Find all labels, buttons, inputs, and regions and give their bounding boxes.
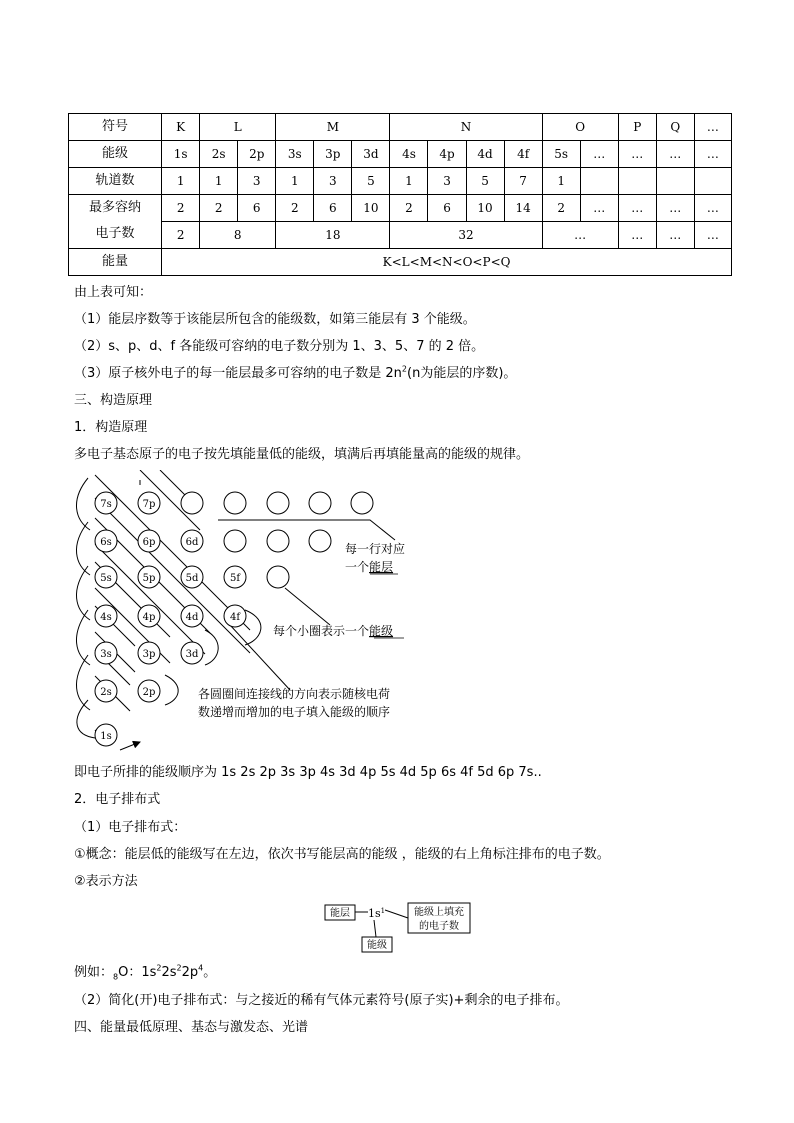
section-4-heading: 四、能量最低原理、基态与激发态、光谱 [74,1020,309,1035]
conclusion-3-post: (n为能层的序数)。 [407,366,517,381]
orbital-label: 7s [100,499,112,510]
row-symbol [69,114,732,141]
header-orbital: 轨道数 [69,168,162,195]
filling-order: 即电子所排的能级顺序为 1s 2s 2p 3s 3p 4s 3d 4p 5s 4d 5p 6s 4f 5d 6p 7s.. [74,765,542,780]
note-row-line2-pre: 一个 [345,560,370,574]
orbital-circle [224,530,246,552]
cell-capacity-shell: … [656,222,694,249]
orbital-label: 5p [142,573,156,584]
concept-text: ①概念：能层低的能级写在左边，依次书写能层高的能级 ，能级的右上角标注排布的电子数。 [74,847,610,862]
cell-level: 4p [428,141,466,168]
cell-shell-k: K [162,114,200,141]
notation-center-sup: 1 [380,907,386,915]
note-circle [273,623,393,638]
header-capacity [69,195,162,249]
cell-level: 4d [466,141,504,168]
connector-line [120,742,140,750]
cell-orbital: 3 [428,168,466,195]
cell-capacity-shell: 2 [162,222,200,249]
cell-capacity-shell: 8 [200,222,276,249]
subsection-2-heading: 2．电子排布式 [74,792,161,807]
row-energy [69,249,732,276]
conclusion-3-pre: （3）原子核外电子的每一能层最多可容纳的电子数是 2n [74,366,402,381]
cell-orbital: 5 [352,168,390,195]
cell-level: 4s [390,141,428,168]
cell-capacity-level: 2 [390,195,428,222]
orbital-label: 3p [142,649,156,660]
notation-diagram [0,895,794,955]
cell-capacity-shell: 18 [276,222,390,249]
orbital-label: 2p [142,687,156,698]
orbital-label: 2s [100,687,112,698]
orbital-label: 5s [100,573,112,584]
cell-capacity-level: 14 [504,195,542,222]
simplified-config: （2）简化(开)电子排布式：与之接近的稀有气体元素符号(原子实)+剩余的电子排布。 [74,993,569,1008]
conclusion-3-sup: 2 [401,364,408,374]
orbital-circle [267,566,289,588]
note-circle-underlined: 能级 [369,624,394,638]
cell-orbital: 5 [466,168,504,195]
cell-capacity-level: … [580,195,618,222]
orbital-label: 5f [229,573,241,584]
connector-line [76,522,90,575]
cell-level: 2s [200,141,238,168]
cell-capacity-level: … [656,195,694,222]
orbital-label: 7p [142,499,156,510]
orbital-circle [309,492,331,514]
note-row-line2 [345,559,393,574]
example-text [74,963,216,983]
cell-capacity-level: 2 [162,195,200,222]
example-pre: 例如： [74,965,114,980]
cell-shell-p: P [618,114,656,141]
cell-orbital: 1 [542,168,580,195]
orbital-circle [224,492,246,514]
cell-capacity-level: 2 [276,195,314,222]
cell-capacity-level: 10 [352,195,390,222]
cell-shell-m: M [276,114,390,141]
orbital-circle [267,530,289,552]
cell-capacity-level: … [694,195,731,222]
header-capacity-top: 最多容纳 [89,200,142,215]
cell-capacity-level: 2 [200,195,238,222]
aufbau-definition: 多电子基态原子的电子按先填能量低的能级，填满后再填能量高的能级的规律。 [74,447,530,462]
connector-line [77,700,95,738]
cell-orbital: 1 [200,168,238,195]
conclusion-3 [74,364,516,384]
note-row-line1: 每一行对应 [345,542,406,556]
pointer-line [385,910,408,918]
subsection-2-1-heading: （1）电子排布式： [74,820,187,835]
connector-line [165,675,178,705]
cell-shell-q: Q [656,114,694,141]
notation-center-text: 1s [368,907,381,920]
orbital-circle [309,530,331,552]
orbital-label: 5d [185,573,199,584]
cell-orbital: 3 [238,168,276,195]
cell-capacity-level: 2 [542,195,580,222]
aufbau-diagram [0,470,794,760]
cell-capacity-shell: … [618,222,656,249]
box-shell-text: 能层 [330,908,350,919]
cell-level: 3d [352,141,390,168]
example-2s: 2s [161,965,177,980]
orbital-circle [351,492,373,514]
cell-orbital: 3 [314,168,352,195]
orbital-circle [181,492,203,514]
header-symbol: 符号 [69,114,162,141]
orbital-label: 1s [100,731,112,742]
cell-orbital-empty [694,168,731,195]
cell-level: … [656,141,694,168]
row-level [69,141,732,168]
cell-orbital: 7 [504,168,542,195]
cell-orbital-empty [580,168,618,195]
cell-orbital: 1 [276,168,314,195]
section-3-heading: 三、构造原理 [74,393,153,408]
cell-capacity-level: 6 [314,195,352,222]
orbital-label: 4d [185,612,199,623]
cell-level: … [580,141,618,168]
row-capacity-shell [69,222,732,249]
cell-level: … [618,141,656,168]
note-row-line2-underlined: 能层 [369,560,394,574]
connector-line [205,630,218,665]
orbital-label: 6p [142,537,156,548]
box-electrons-text-2: 的电子数 [419,921,459,932]
header-capacity-bottom: 电子数 [95,226,135,241]
method-heading: ②表示方法 [74,874,138,889]
note-arrow-line1: 各圆圈间连接线的方向表示随核电荷 [198,687,391,701]
example-2p: 2p [181,965,199,980]
orbital-label: 3s [100,649,112,660]
orbital-label: 3d [185,649,199,660]
cell-orbital: 1 [162,168,200,195]
cell-shell-l: L [200,114,276,141]
cell-capacity-level: … [618,195,656,222]
orbital-circle [267,492,289,514]
orbital-label: 6s [100,537,112,548]
cell-energy-order: K<L<M<N<O<P<Q [162,249,732,276]
conclusion-intro: 由上表可知： [74,285,153,300]
cell-capacity-shell: … [542,222,618,249]
cell-level: 3p [314,141,352,168]
cell-level: 3s [276,141,314,168]
cell-level: 2p [238,141,276,168]
orbital-label: 4f [229,612,241,623]
cell-orbital-empty [656,168,694,195]
cell-level: 4f [504,141,542,168]
box-electrons-text-1: 能级上填充 [414,907,464,918]
row-capacity-level [69,195,732,222]
header-level: 能级 [69,141,162,168]
cell-shell-more: … [694,114,731,141]
cell-level: … [694,141,731,168]
example-end: 。 [203,965,217,980]
energy-shell-table [68,113,732,276]
cell-level: 5s [542,141,580,168]
conclusion-2: （2）s、p、d、f 各能级可容纳的电子数分别为 1、3、5、7 的 2 倍。 [74,339,485,354]
example-sup-3: 4 [198,963,204,973]
circle-pointer-line [285,588,330,625]
note-arrow-line2: 数递增而增加的电子填入能级的顺序 [198,705,391,719]
box-level-text: 能级 [367,940,387,951]
cell-level: 1s [162,141,200,168]
cell-capacity-level: 10 [466,195,504,222]
notation-center [368,907,385,920]
cell-orbital-empty [618,168,656,195]
cell-shell-o: O [542,114,618,141]
example-atomic-number: 8 [113,972,119,982]
orbital-label: 4p [142,612,156,623]
cell-capacity-level: 6 [428,195,466,222]
example-o: O：1s [118,965,157,980]
connector-line [95,544,205,654]
cell-capacity-level: 6 [238,195,276,222]
row-orbital [69,168,732,195]
note-circle-pre: 每个小圈表示一个 [273,624,370,638]
orbital-label: 4s [100,612,112,623]
cell-shell-n: N [390,114,542,141]
cell-capacity-shell: … [694,222,731,249]
cell-capacity-shell: 32 [390,222,542,249]
cell-orbital: 1 [390,168,428,195]
orbital-label: 6d [185,537,199,548]
example-sup-1: 2 [156,963,162,973]
header-energy: 能量 [69,249,162,276]
conclusion-1: （1）能层序数等于该能层所包含的能级数，如第三能层有 3 个能级。 [74,312,476,327]
example-sup-2: 2 [176,963,182,973]
pointer-line [374,920,376,937]
subsection-1-heading: 1．构造原理 [74,420,148,435]
